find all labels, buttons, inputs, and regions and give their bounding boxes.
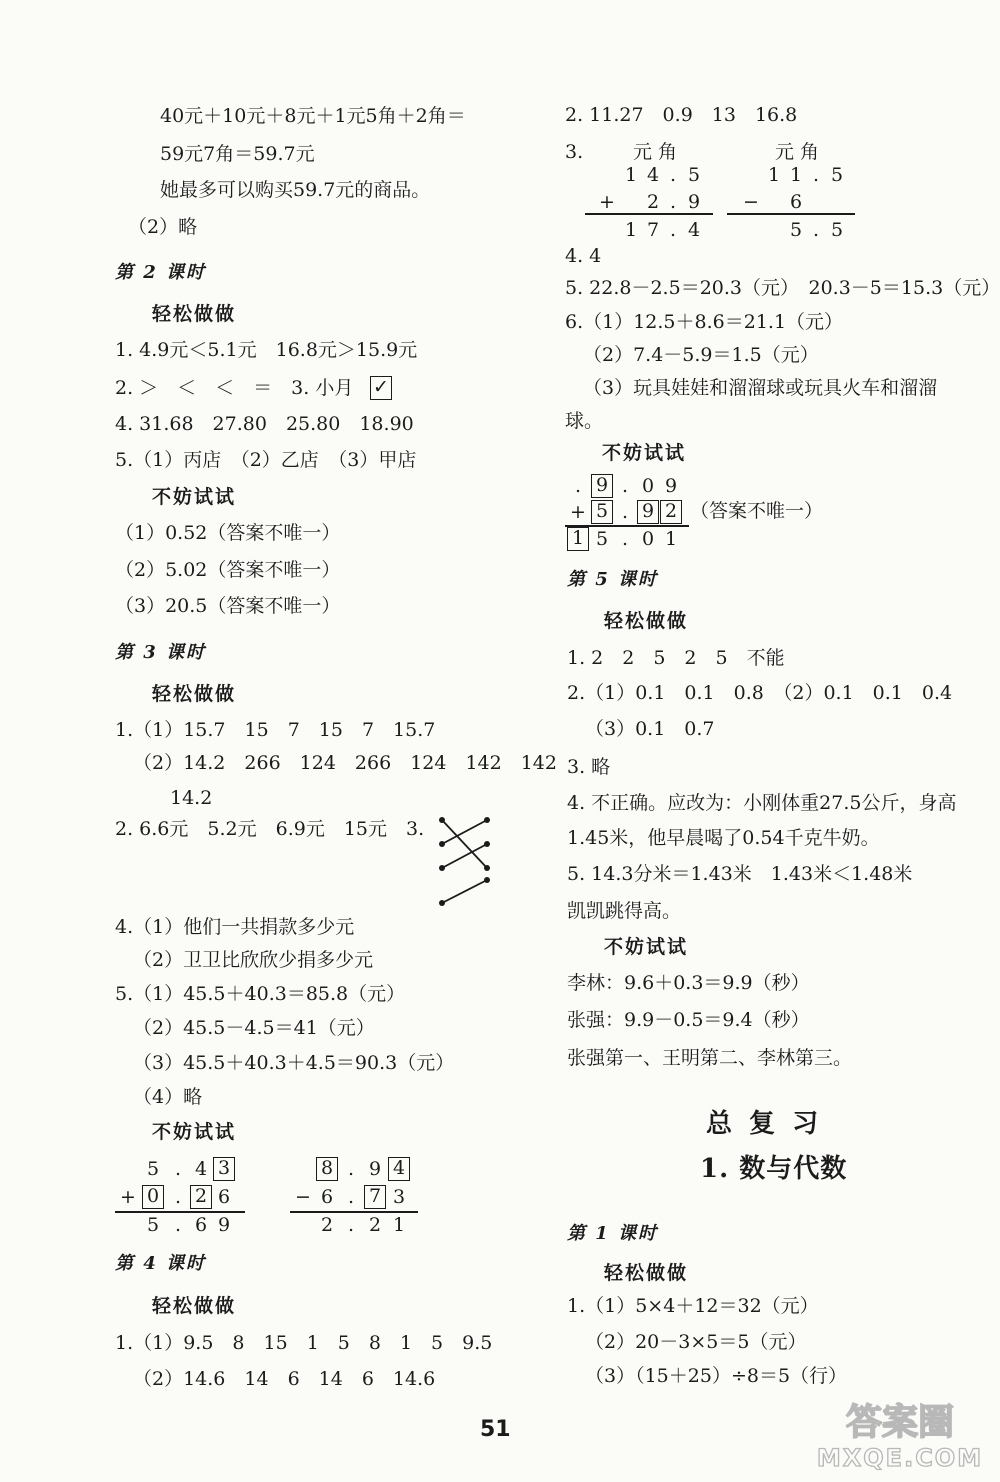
decimal-point: . xyxy=(669,164,677,186)
text-line: 5. 22.8－2.5＝20.3（元） 20.3－5＝15.3（元） xyxy=(565,277,1000,299)
digit: 5 xyxy=(595,528,609,550)
text-line: （2）略 xyxy=(128,216,198,238)
watermark-url: MXQE.COM xyxy=(816,1444,984,1472)
text-line: 6.（1）12.5＋8.6＝21.1（元） xyxy=(565,311,844,333)
digit: 1 xyxy=(767,164,781,186)
digit: 1 xyxy=(789,164,803,186)
text-line: 她最多可以购买59.7元的商品。 xyxy=(160,179,431,201)
decimal-point: . xyxy=(669,191,677,213)
decimal-point: . xyxy=(621,528,629,550)
lesson-heading: 第 3 课时 xyxy=(115,642,207,663)
digit-box: 9 xyxy=(637,500,659,524)
text-line: （2）7.4－5.9＝1.5（元） xyxy=(583,344,819,366)
digit-box: 5 xyxy=(591,500,613,524)
section-heading: 不妨试试 xyxy=(152,1121,237,1143)
text-line: 1.（1）5×4＋12＝32（元） xyxy=(567,1295,819,1317)
digit: 1 xyxy=(664,528,678,550)
text-line: 2. 11.27 0.9 13 16.8 xyxy=(565,104,798,126)
digit: 3 xyxy=(392,1186,406,1208)
text-line: （2）14.6 14 6 14 6 14.6 xyxy=(133,1368,436,1390)
digit-box: 0 xyxy=(142,1185,164,1209)
text-line: （3）玩具娃娃和溜溜球或玩具火车和溜溜 xyxy=(583,377,938,399)
decimal-point: . xyxy=(812,164,820,186)
decimal-point: . xyxy=(574,475,582,497)
digit: 5 xyxy=(687,164,701,186)
digit-box: 2 xyxy=(660,500,682,524)
text-line: 5. 14.3分米＝1.43米 1.43米＜1.48米 xyxy=(567,863,913,885)
digit-box: 4 xyxy=(388,1157,410,1181)
section-heading: 不妨试试 xyxy=(602,442,687,464)
text-line: 凯凯跳得高。 xyxy=(567,900,682,922)
digit: 5 xyxy=(789,219,803,241)
lesson-heading: 第 4 课时 xyxy=(115,1253,207,1274)
column-header: 元 角 xyxy=(775,141,820,163)
page-number: 51 xyxy=(480,1417,511,1442)
decimal-point: . xyxy=(669,219,677,241)
decimal-point: . xyxy=(174,1186,182,1208)
text-line: 40元＋10元＋8元＋1元5角＋2角＝ xyxy=(160,105,466,127)
digit: 2 xyxy=(646,191,660,213)
text-line: 59元7角＝59.7元 xyxy=(160,143,315,165)
text-line: 1. 2 2 5 2 5 不能 xyxy=(567,647,785,669)
digit: 6 xyxy=(789,191,803,213)
review-title: 总 复 习 xyxy=(706,1109,823,1139)
text-line: 14.2 xyxy=(170,787,213,809)
text-line: （2）卫卫比欣欣少捐多少元 xyxy=(133,949,374,971)
operator: + xyxy=(120,1186,136,1208)
digit: 5 xyxy=(146,1214,160,1236)
digit-box: 1 xyxy=(567,527,589,551)
digit: 2 xyxy=(368,1214,382,1236)
digit: 4 xyxy=(687,219,701,241)
section-heading: 轻松做做 xyxy=(152,1295,237,1317)
decimal-point: . xyxy=(174,1214,182,1236)
decimal-point: . xyxy=(347,1158,355,1180)
text-line: 3. xyxy=(565,141,584,163)
digit: 9 xyxy=(687,191,701,213)
section-heading: 轻松做做 xyxy=(604,610,689,632)
digit: 0 xyxy=(641,475,655,497)
text-line: 1.（1）9.5 8 15 1 5 8 1 5 9.5 xyxy=(115,1332,493,1354)
watermark-logo xyxy=(810,1392,990,1472)
digit: 5 xyxy=(146,1158,160,1180)
text-line: （2）20－3×5＝5（元） xyxy=(585,1331,807,1353)
digit-box: 2 xyxy=(190,1185,212,1209)
section-heading: 不妨试试 xyxy=(604,936,689,958)
operator: + xyxy=(570,501,586,523)
digit: 6 xyxy=(194,1214,208,1236)
column-header: 元 角 xyxy=(633,141,678,163)
text-line: （3）（15＋25）÷8＝5（行） xyxy=(585,1365,848,1387)
text-line: 球。 xyxy=(565,410,604,432)
text-line: 1. 4.9元＜5.1元 16.8元＞15.9元 xyxy=(115,339,418,361)
digit: 9 xyxy=(664,475,678,497)
text-line: 5.（1）45.5＋40.3＝85.8（元） xyxy=(115,983,406,1005)
operator: − xyxy=(743,191,759,213)
text-line: 5.（1）丙店 （2）乙店 （3）甲店 xyxy=(115,449,417,471)
digit: 4 xyxy=(194,1158,208,1180)
digit-box: 7 xyxy=(364,1185,386,1209)
text-line: 1.45米，他早晨喝了0.54千克牛奶。 xyxy=(567,827,880,849)
difference-line xyxy=(727,213,855,215)
text-line: （3）20.5（答案不唯一） xyxy=(115,595,341,617)
decimal-point: . xyxy=(621,501,629,523)
text-line: （3）45.5＋40.3＋4.5＝90.3（元） xyxy=(133,1052,455,1074)
section-heading: 轻松做做 xyxy=(604,1262,689,1284)
text-line: （2）14.2 266 124 266 124 142 142 xyxy=(133,752,557,774)
digit: 1 xyxy=(392,1214,406,1236)
text-line: （1）0.52（答案不唯一） xyxy=(115,522,341,544)
section-heading: 轻松做做 xyxy=(152,683,237,705)
decimal-point: . xyxy=(621,475,629,497)
text-line: 4. 不正确。应改为：小刚体重27.5公斤，身高 xyxy=(567,792,957,814)
digit: 4 xyxy=(646,164,660,186)
digit: 0 xyxy=(641,528,655,550)
digit: 7 xyxy=(646,219,660,241)
lesson-heading: 第 5 课时 xyxy=(567,569,659,590)
text-line: 1.（1）15.7 15 7 15 7 15.7 xyxy=(115,719,436,741)
digit: 9 xyxy=(368,1158,382,1180)
digit: 1 xyxy=(624,164,638,186)
text-line: 4. 4 xyxy=(565,245,602,267)
digit-box: 8 xyxy=(316,1157,338,1181)
digit: 1 xyxy=(624,219,638,241)
text-line: 张强第一、王明第二、李林第三。 xyxy=(567,1047,853,1069)
digit: 5 xyxy=(830,164,844,186)
decimal-point: . xyxy=(812,219,820,241)
note-text: （答案不唯一） xyxy=(690,500,824,522)
text-line: （2）45.5－4.5＝41（元） xyxy=(133,1017,375,1039)
digit: 5 xyxy=(830,219,844,241)
digit: 2 xyxy=(320,1214,334,1236)
watermark-text: 答案圈 xyxy=(845,1402,955,1443)
digit-box: 3 xyxy=(213,1157,235,1181)
digit: 6 xyxy=(320,1186,334,1208)
digit: 6 xyxy=(217,1186,231,1208)
operator: + xyxy=(599,191,615,213)
lesson-heading: 第 1 课时 xyxy=(567,1223,659,1244)
decimal-point: . xyxy=(347,1214,355,1236)
text-line: 4. 31.68 27.80 25.80 18.90 xyxy=(115,413,414,435)
decimal-point: . xyxy=(347,1186,355,1208)
section-heading: 不妨试试 xyxy=(152,486,237,508)
digit-box: 9 xyxy=(591,474,613,498)
checkmark-box: ✓ xyxy=(370,376,392,400)
text-line: 3. 略 xyxy=(567,756,611,778)
text-line: 2. ＞ ＜ ＜ ＝ 3. 小月 xyxy=(115,377,354,399)
text-line: 李林：9.6＋0.3＝9.9（秒） xyxy=(567,972,810,994)
digit: 9 xyxy=(217,1214,231,1236)
text-line: （3）0.1 0.7 xyxy=(585,718,715,740)
lesson-heading: 第 2 课时 xyxy=(115,262,207,283)
section-heading: 轻松做做 xyxy=(152,303,237,325)
operator: − xyxy=(295,1186,311,1208)
decimal-point: . xyxy=(174,1158,182,1180)
text-line: 2.（1）0.1 0.1 0.8 （2）0.1 0.1 0.4 xyxy=(567,682,953,704)
text-line: （4）略 xyxy=(133,1086,203,1108)
text-line: 张强：9.9－0.5＝9.4（秒） xyxy=(567,1009,810,1031)
text-line: 4.（1）他们一共捐款多少元 xyxy=(115,916,355,938)
review-subtitle: 1. 数与代数 xyxy=(700,1154,848,1184)
sum-line xyxy=(585,213,713,215)
text-line: （2）5.02（答案不唯一） xyxy=(115,559,341,581)
matching-lines-diagram xyxy=(430,810,500,910)
text-line: 2. 6.6元 5.2元 6.9元 15元 3. xyxy=(115,818,425,840)
